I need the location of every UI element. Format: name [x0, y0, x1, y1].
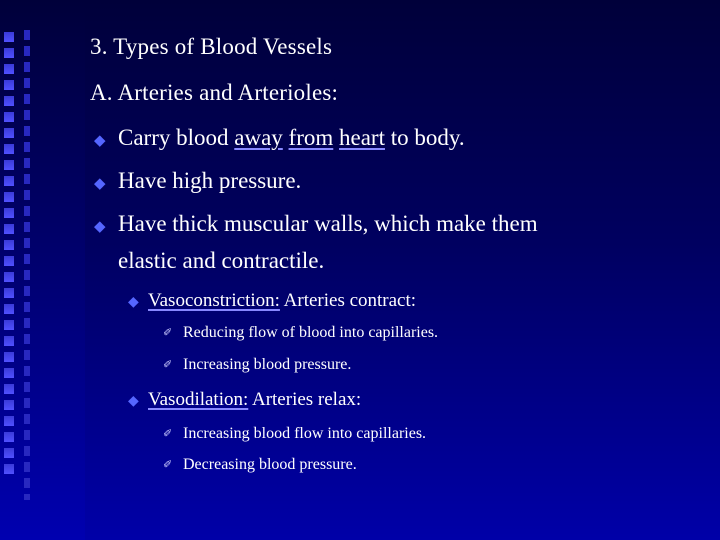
section-heading: A. Arteries and Arterioles: — [90, 80, 339, 105]
diamond-bullet-icon: ◆ — [94, 176, 106, 192]
bullet-text: Carry blood away from heart to body. — [118, 125, 465, 150]
pen-bullet-icon: ✐ — [163, 428, 173, 440]
term-vasoconstriction: Vasoconstriction: — [148, 290, 280, 311]
diamond-bullet-icon: ◆ — [128, 295, 139, 310]
slide-title: 3. Types of Blood Vessels — [90, 34, 333, 59]
diamond-bullet-icon: ◆ — [94, 133, 106, 149]
diamond-bullet-icon: ◆ — [94, 219, 106, 235]
slide-content: 3. Types of Blood Vessels A. Arteries and Arterioles: ◆ Carry blood away from heart to body. ◆ Have high pressure. ◆ Have thick muscular walls, which make them elastic and contractile. ◆ Vasoconstriction: Arteries contract: ✐ Reducing flow of blood into capillaries. ✐ Increasing blood pressure. ◆ Vasodilation: Arteries relax: ✐ Increasing blood flow into capillaries. ✐ Decreasing blood pressure. — [90, 34, 538, 473]
pen-bullet-icon: ✐ — [163, 459, 173, 471]
term-vasodilation: Vasodilation: — [148, 389, 249, 410]
diamond-bullet-icon: ◆ — [128, 394, 139, 409]
pen-bullet-icon: ✐ — [163, 359, 173, 371]
bullet-text: Have thick muscular walls, which make them — [118, 211, 538, 236]
pen-bullet-icon: ✐ — [163, 327, 173, 339]
bullet-text: Have high pressure. — [118, 168, 302, 193]
bullet-text: elastic and contractile. — [118, 248, 325, 273]
